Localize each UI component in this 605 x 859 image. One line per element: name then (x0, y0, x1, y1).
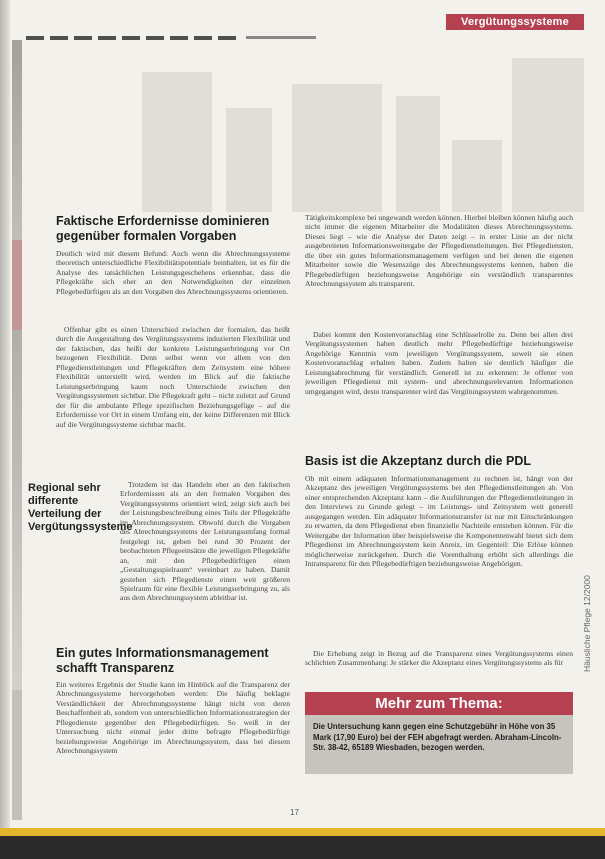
info-box-title: Mehr zum Thema: (305, 692, 573, 715)
col1-paragraph-1: Deutlich wird mit diesem Befund: Auch wenn die Abrechnungssysteme theoretisch unterschiedliche Flexibilitätspotentiale beinhalten, ist es für die Analyse des tatsächlichen Leistungsgeschehens erkennbar, dass die Pflegekräfte sich eher an den Notwendigkeiten der einzelnen Pflegebedürftigen als an den Vorgaben des Abrechnungssystems orientieren. (56, 249, 290, 296)
margin-art-strip-red (12, 240, 22, 330)
heading-informationsmanagement: Ein gutes Informationsmanagement schafft Transparenz (56, 646, 269, 675)
col1-paragraph-4: Ein weiteres Ergebnis der Studie kann im Hinblick auf die Transparenz der Abrechnungssysteme hervorgehoben werden: Die häufig beklagte Verständlichkeit der Abrechnungssysteme hängt nicht von deren Beschaffenheit ab, sondern von unterschiedlichen Informationsstrategien der Pflegedienste gegenüber den Pflegebedürftigen. So weiß in der Untersuchung nicht einmal jeder dritte befragte Pflegebedürftige beziehungsweise Angehörige im Abrechnungssystem, dass bei diesem Abrechnungssystem (56, 680, 290, 756)
margin-art-strip-mid (12, 330, 22, 690)
decorative-bar-4 (396, 96, 440, 212)
col2-paragraph-1: Tätigkeitskomplexe bei ungewandt werden können. Hierbei bleiben können häufig auch nicht immer die eigenen Mitarbeiter die Modalitäten dieses Abrechnungssystems. Dieses liegt – wie die Analyse der Daten zeigt – in erster Linie an der nicht ausgebreiteten Informationsweitergabe der Pflegedienstleitungen. Bei Pflegediensten, die über ein gutes Informationsmanagement verfügen und bei denen die eigenen Mitarbeiter sowie die Wesenszüge des Abrechnungssystems kennen, haben die Pflegebedürftigen beziehungsweise Angehörige ein verständlich transparentes Abrechnungssystem als transparent. (305, 213, 573, 289)
section-tag: Vergütungssysteme (446, 14, 584, 30)
col2-paragraph-2: Dabei kommt den Kostenvoranschlag eine Schlüsselrolle zu. Denn bei allen drei Vergütungssystemen haben deutlich mehr Pflegebedürftige beziehungsweise Angehörige Kenntnis vom jeweiligen Vergütungssystem, soweit sie einen Kostenvoranschlag erhalten haben. Zudem halten sie deutlich häufiger die Leistungsabrechnung für verständlich. Generell ist zu erkennen: Je offener von jeweiligen Pflegedienst mit system- und abrechnungsrelevanten Informationen umgegangen wird, desto transparenter wird das Vergütungssystem wahrgenommen. (305, 330, 573, 396)
page-number: 17 (290, 808, 299, 817)
heading-faktische-erfordernisse: Faktische Erfordernisse dominieren gegenüber formalen Vorgaben (56, 214, 270, 243)
decorative-bar-6 (512, 58, 584, 212)
col2-paragraph-4: Die Erhebung zeigt in Bezug auf die Transparenz eines Vergütungssystems einen schlichten Zusammenhang: Je stärker die Akzeptanz eines Vergütungssystems als für (305, 649, 573, 668)
footer-yellow-band (0, 828, 605, 836)
decorative-bar-5 (452, 140, 502, 212)
margin-art-strip-top (12, 40, 22, 240)
col2-paragraph-3: Ob mit einem adäquaten Informationsmanagement zu rechnen ist, hängt von der Akzeptanz des jeweiligen Vergütungssystems bei den Pflegedienstleitungen ab. Von einer entsprechenden Akzeptanz kann – die Ausführungen der Pflegedienstleitungen in den Interviews zu Grunde gelegt – im Leistungs- und Zeitsystem weit generell ausgegangen werden. Ein adäquater Informationstransfer ist nur mit Einschränkungen zu erwarten, da dem Pflegedienst eben finanzielle Nachteile entstehen können. Für die Weitergabe der Information über beispielsweise die Komponentenwahl bietet sich dem Pflegedienst im Abrechnungssystem kein Anreiz, im Gegenteil: Die Erlöse können möglicherweise zurückgehen. Durch die Vorenthaltung erhöht sich allerdings die Intransparenz für den Pflegebedürftigen beziehungsweise Angehörigen. (305, 474, 573, 569)
col1-paragraph-3: Trotzdem ist das Handeln eher an den faktischen Erfordernissen als an den formalen Vorgaben des Vergütungssystems orientiert wird, zeigt sich auch bei der Leistungsbeschreibung eines Teils der Pflegekräfte im Abrechnungssystem. Obwohl durch die Vorgaben des Abrechnungssystems der Leistungsumfang formal festgelegt ist, geben bei rund 30 Prozent der beobachteten Pflegeeinsätze die jeweiligen Pflegekräfte an, mit den Pflegebedürftigen einen „Gestaltungsspielraum“ vereinbart zu haben. Damit gestehen sich Pflegedienste einen weit größeren Spielraum für eine flexible Leistungserbringung zu, als aus dem Abrechnungssystem ableitbar ist. (120, 480, 290, 603)
info-box-text: Die Untersuchung kann gegen eine Schutzgebühr in Höhe von 35 Mark (17,90 Euro) bei der FEH abgefragt werden. Abraham-Lincoln-Str. 38-42, 65189 Wiesbaden, bezogen werden. (313, 722, 562, 752)
col1-paragraph-2: Offenbar gibt es einen Unterschied zwischen der formalen, das heißt durch die Ausgestaltung des Vergütungssystems induzierten Flexibilität und der faktischen, das heißt der konkrete Leistungserbringung vor Ort bezogenen Flexibilität. Denn selbst wenn vor allem von den Pflegedienstleitungen und Pflegekräften dem Zeitsystem eine höhere Flexibilität unterstellt wird, werden im Blick auf die faktische Leistungserbringung kaum noch Unterschiede zwischen den Vergütungssystemen sichtbar. Die Pflegekraft geht – nicht zuletzt auf Grund der für die ambulante Pflege spezifischen Beziehungsgefüge – auf die Erfordernisse vor Ort in einem Umfang ein, der keine Differenzen mit Blick auf die Vergütungssysteme sichtbar macht. (56, 325, 290, 429)
decorative-top-line (246, 36, 316, 39)
decorative-top-dashes (26, 36, 236, 40)
vertical-journal-caption: Häusliche Pflege 12/2000 (582, 575, 592, 672)
decorative-bar-2 (226, 108, 272, 212)
scan-margin-shadow (0, 0, 10, 859)
decorative-bar-1 (142, 72, 212, 212)
heading-basis-akzeptanz: Basis ist die Akzeptanz durch die PDL (305, 454, 531, 468)
decorative-bar-3 (292, 84, 382, 212)
margin-art-strip-bottom (12, 690, 22, 820)
footer-dark-band (0, 836, 605, 859)
sidebar-heading-regional: Regional sehr differente Verteilung der Vergütungssysteme (28, 482, 133, 533)
info-box-mehr-zum-thema (305, 692, 573, 774)
